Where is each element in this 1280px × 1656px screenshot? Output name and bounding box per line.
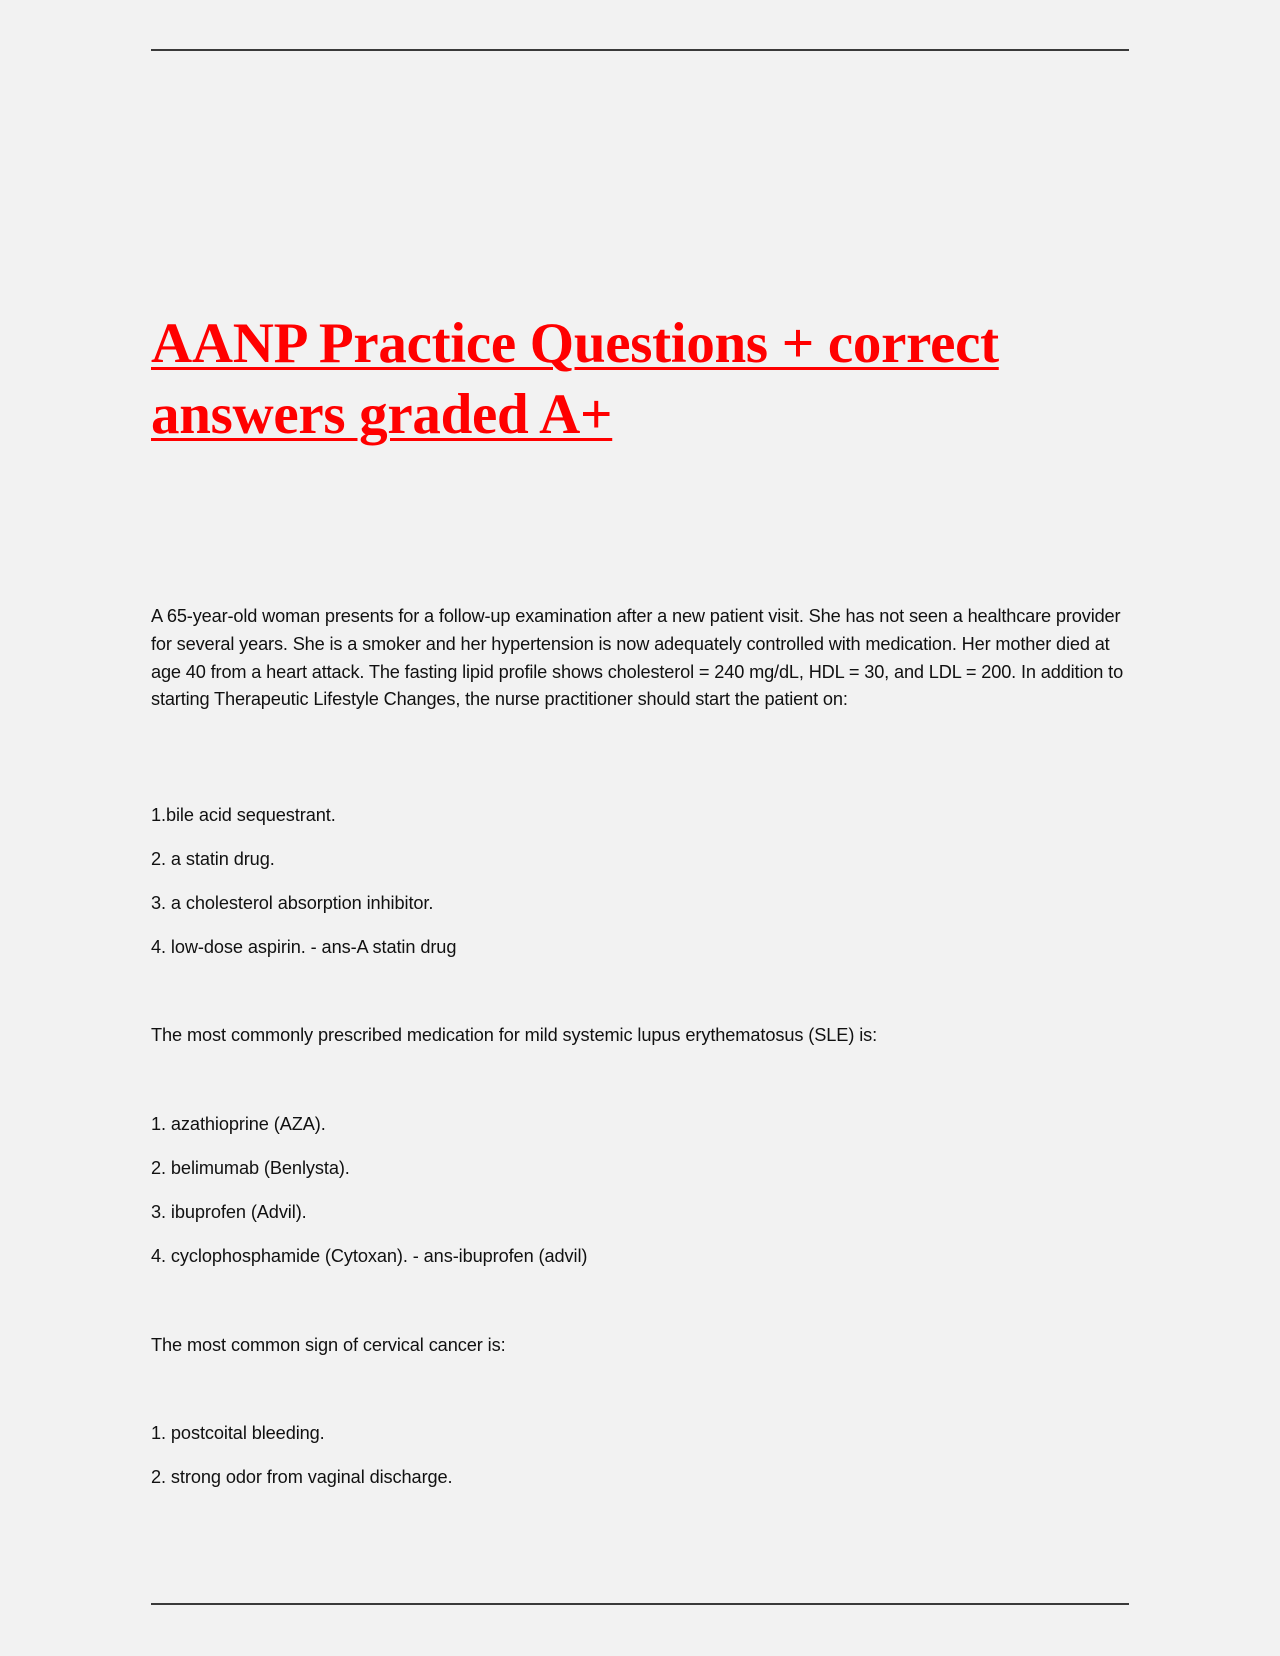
question-2-option-1: 1. azathioprine (AZA).	[151, 1114, 326, 1134]
question-3-option-1: 1. postcoital bleeding.	[151, 1423, 325, 1443]
question-1-option-1: 1.bile acid sequestrant.	[151, 805, 336, 825]
question-2-option-2: 2. belimumab (Benlysta).	[151, 1158, 350, 1178]
question-1-option-4-answer: 4. low-dose aspirin. - ans-A statin drug	[151, 937, 457, 957]
question-1-option-2: 2. a statin drug.	[151, 849, 275, 869]
header-rule	[151, 49, 1129, 51]
question-2-stem: The most commonly prescribed medication for mild systemic lupus erythematosus (SLE) is:	[151, 1025, 878, 1045]
question-2-option-3: 3. ibuprofen (Advil).	[151, 1202, 307, 1222]
question-2-option-4-answer: 4. cyclophosphamide (Cytoxan). - ans-ibuprofen (advil)	[151, 1246, 588, 1266]
question-1-stem: A 65-year-old woman presents for a follow-up examination after a new patient visit. She has not seen a healthcare provider for several years. She is a smoker and her hypertension is now adequately controlled with medication. Her mother died at age 40 from a heart attack. The fasting lipid profile shows cholesterol = 240 mg/dL, HDL = 30, and LDL = 200. In addition to starting Therapeutic Lifestyle Changes, the nurse practitioner should start the patient on:	[151, 606, 1124, 710]
document-title: AANP Practice Questions + correct answers graded A+	[151, 312, 999, 446]
question-1-option-3: 3. a cholesterol absorption inhibitor.	[151, 893, 434, 913]
question-3-stem: The most common sign of cervical cancer is:	[151, 1335, 506, 1355]
footer-rule	[151, 1603, 1129, 1605]
question-3-option-2: 2. strong odor from vaginal discharge.	[151, 1467, 453, 1487]
